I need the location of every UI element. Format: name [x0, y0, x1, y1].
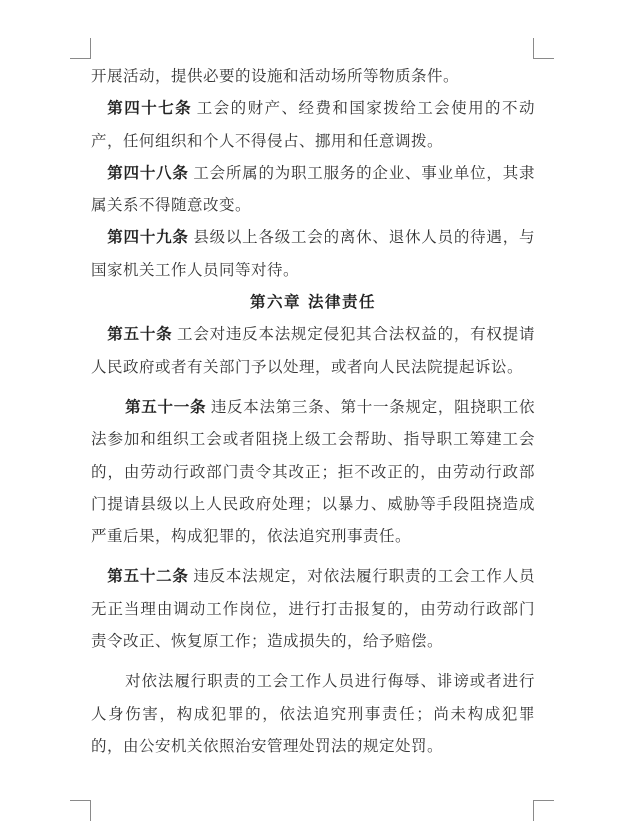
article-47-text: 工会的财产、经费和国家拨给工会使用的不动产，任何组织和个人不得侵占、挪用和任意调拨。 — [91, 99, 535, 150]
article-47-label: 第四十七条 — [107, 98, 193, 118]
article-47 — [91, 92, 535, 157]
article-49 — [91, 221, 535, 286]
article-51-label: 第五十一条 — [125, 396, 207, 416]
document-body — [91, 60, 535, 762]
article-52 — [91, 560, 535, 657]
article-51-text: 违反本法第三条、第十一条规定，阻挠职工依法参加和组织工会或者阻挠上级工会帮助、指导职工筹建工会的，由劳动行政部门责令其改正；拒不改正的，由劳动行政部门提请县级以上人民政府处理；以暴力、威胁等手段阻挠造成严重后果，构成犯罪的，依法追究刑事责任。 — [91, 397, 535, 546]
article-50 — [91, 318, 535, 383]
article-52-paragraph-2: 对依法履行职责的工会工作人员进行侮辱、诽谤或者进行人身伤害，构成犯罪的，依法追究刑事责任；尚未构成犯罪的，由公安机关依照治安管理处罚法的规定处罚。 — [91, 672, 535, 755]
article-48-text: 工会所属的为职工服务的企业、事业单位，其隶属关系不得随意改变。 — [91, 163, 535, 215]
crop-mark-top-right — [533, 38, 554, 59]
article-51 — [91, 391, 535, 552]
article-48 — [91, 157, 535, 222]
article-52-label: 第五十二条 — [107, 566, 189, 586]
article-49-label: 第四十九条 — [107, 227, 189, 247]
chapter-heading: 第六章 法律责任 — [250, 292, 376, 312]
article-50-text: 工会对违反本法规定侵犯其合法权益的，有权提请人民政府或者有关部门予以处理，或者向人民法院提起诉讼。 — [91, 325, 535, 376]
article-48-label: 第四十八条 — [107, 162, 189, 182]
crop-mark-bottom-left — [70, 800, 91, 821]
crop-mark-top-left — [70, 38, 91, 59]
paragraph-continuation: 开展活动，提供必要的设施和活动场所等物质条件。 — [91, 67, 460, 85]
article-50-label: 第五十条 — [107, 324, 173, 344]
crop-mark-bottom-right — [533, 800, 554, 821]
article-52-text: 违反本法规定，对依法履行职责的工会工作人员无正当理由调动工作岗位，进行打击报复的，由劳动行政部门责令改正、恢复原工作；造成损失的，给予赔偿。 — [91, 567, 535, 651]
article-49-text: 县级以上各级工会的离休、退休人员的待遇，与国家机关工作人员同等对待。 — [91, 228, 535, 279]
